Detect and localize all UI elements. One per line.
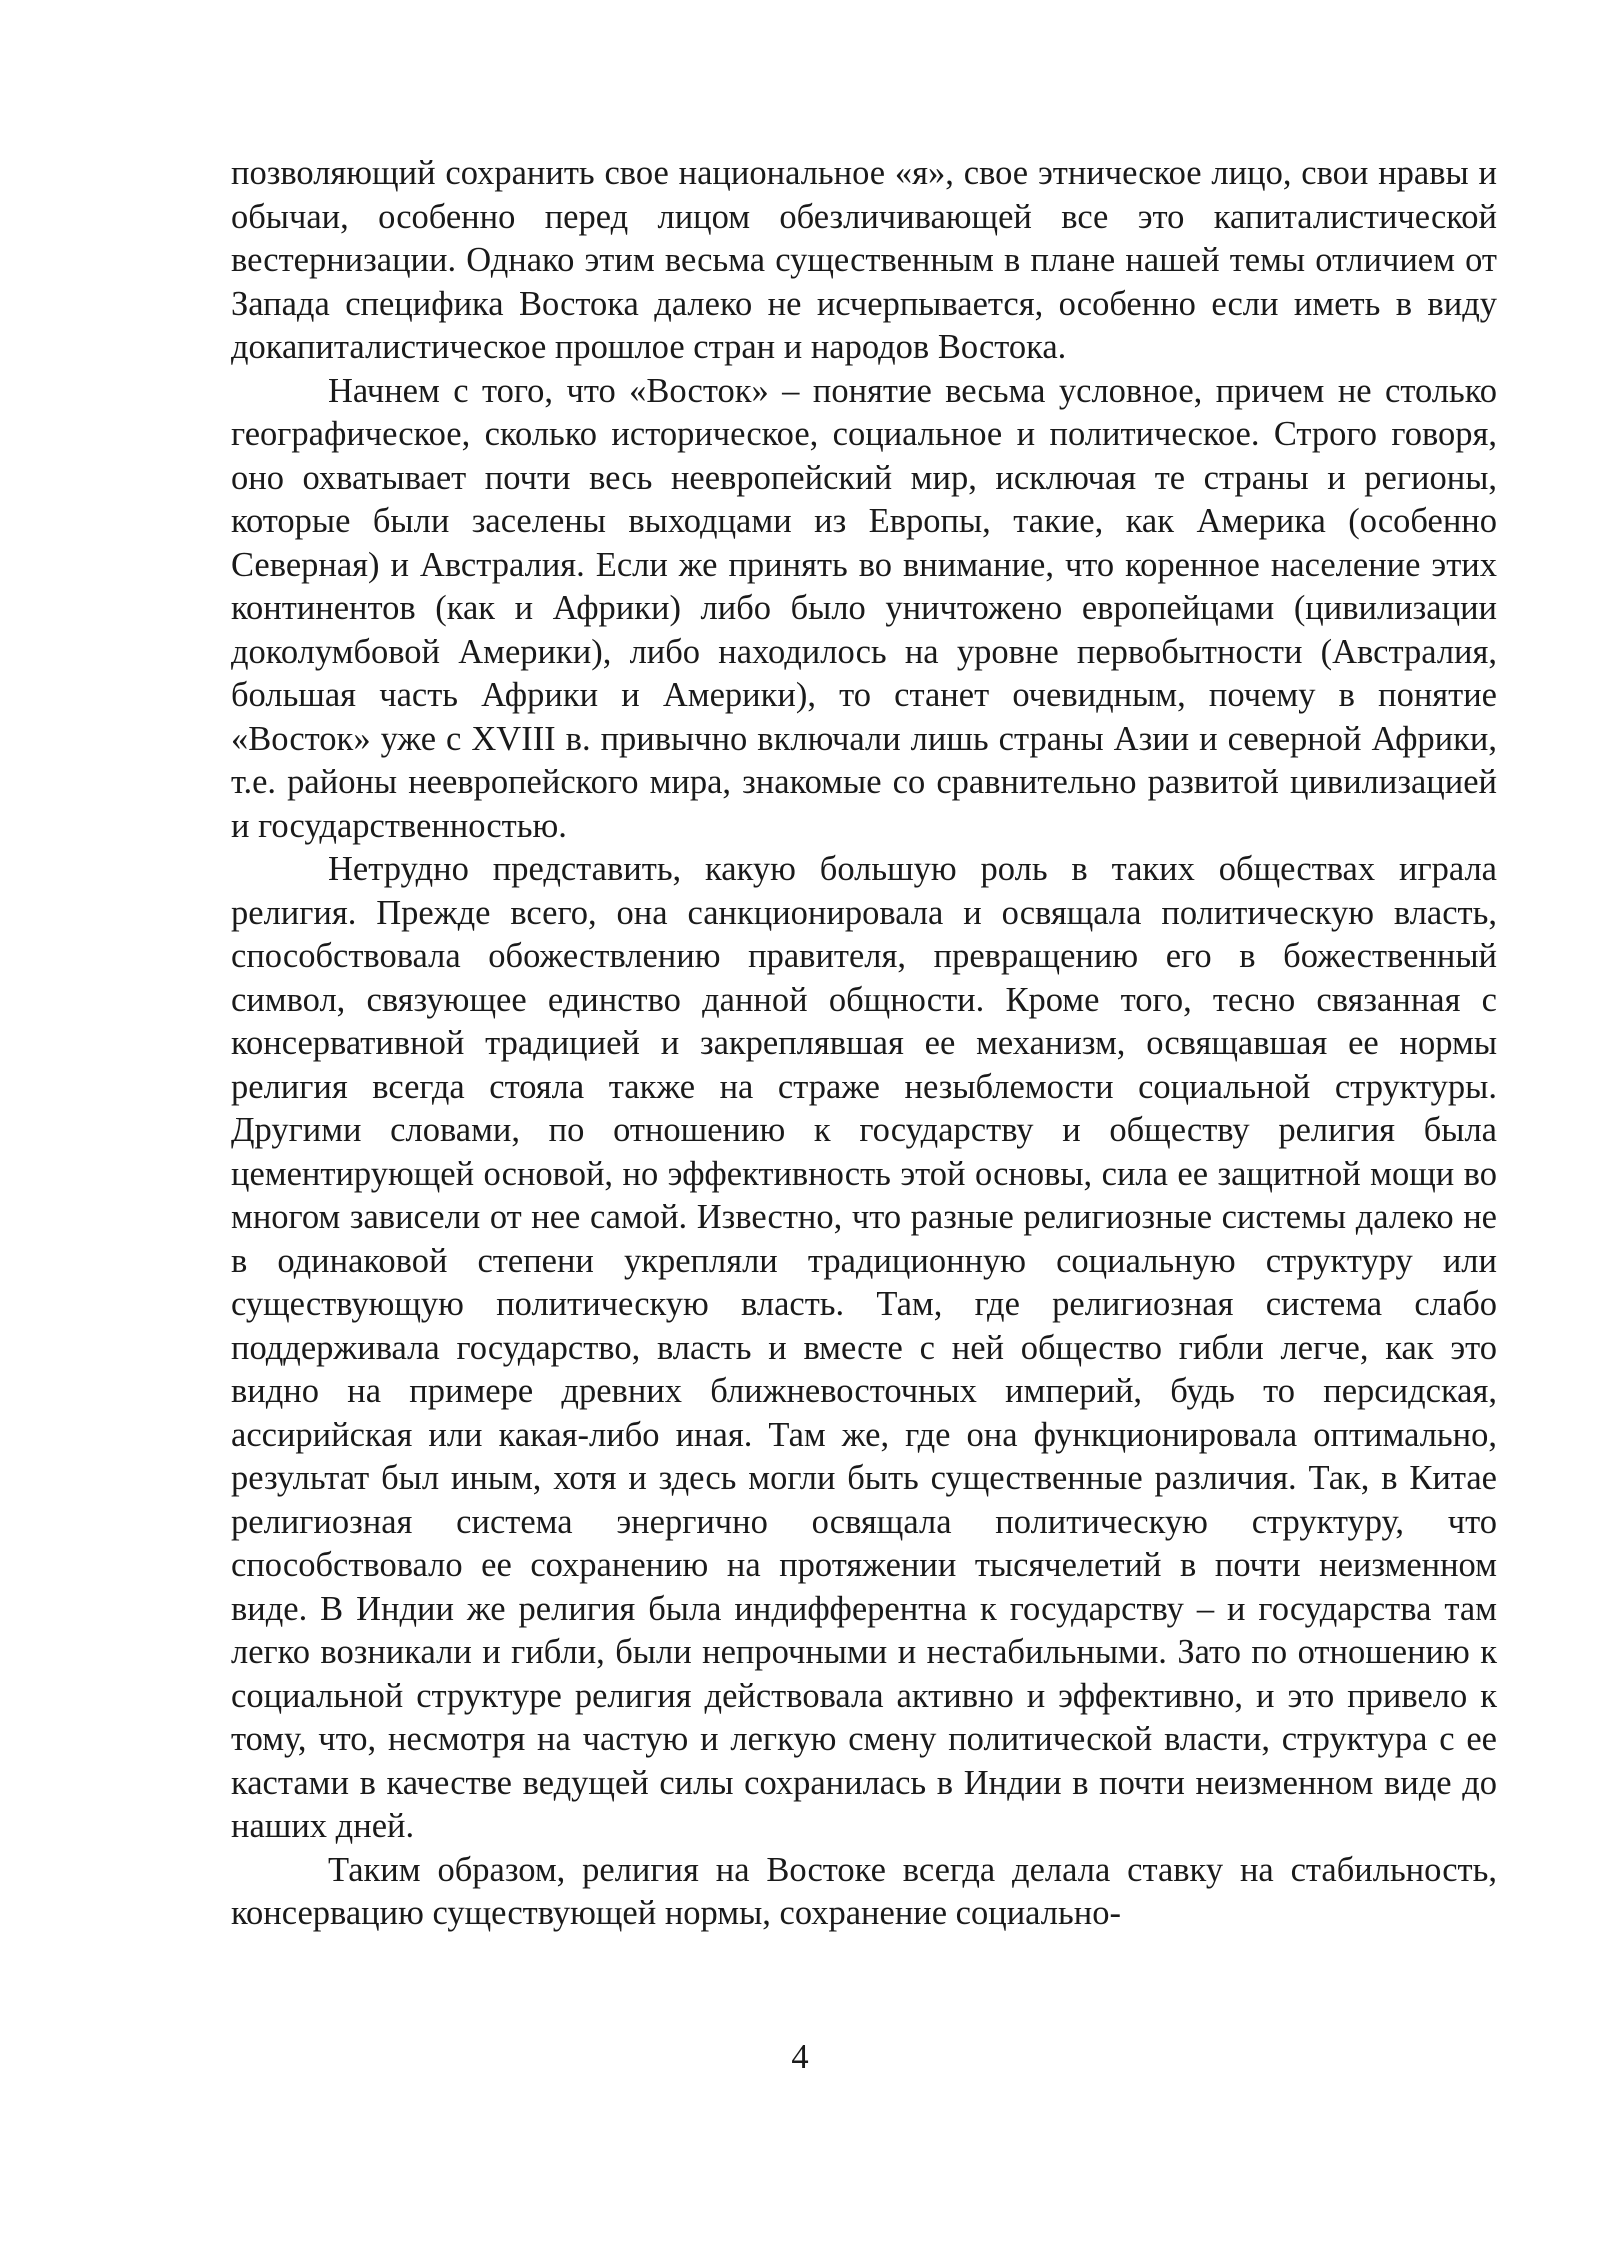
paragraph: Нетрудно представить, какую большую роль в таких обществах играла религия. Прежде всего, она санкционировала и освящала политическую власть, способствовала обожествлению правителя, превращению его в божественный символ, связующее единство данной общности. Кроме того, тесно связанная с консервативной традицией и закреплявшая ее механизм, освящавшая ее нормы религия всегда стояла также на страже незыблемости социальной структуры. Другими словами, по отношению к государству и обществу религия была цементирующей основой, но эффективность этой основы, сила ее защитной мощи во многом зависели от нее самой. Известно, что разные религиозные системы далеко не в одинаковой степени укрепляли традиционную социальную структуру или существующую политическую власть. Там, где религиозная система слабо поддерживала государство, власть и вместе с ней общество гибли легче, как это видно на примере древних ближневосточных империй, будь то персидская, ассирийская или какая-либо иная. Там же, где она функционировала оптимально, результат был иным, хотя и здесь могли быть существенные различия. Так, в Китае религиозная система энергично освящала политическую структуру, что способствовало ее сохранению на протяжении тысячелетий в почти неизменном виде. В Индии же религия была индифферентна к государству – и государства там легко возникали и гибли, были непрочными и нестабильными. Зато по отношению к социальной структуре религия действовала активно и эффективно, и это привело к тому, что, несмотря на частую и легкую смену политической власти, структура с ее кастами в качестве ведущей силы сохранилась в Индии в почти неизменном виде до наших дней.: [231, 850, 1497, 1845]
paragraph: Начнем с того, что «Восток» – понятие весьма условное, причем не столько географическое, сколько историческое, социальное и политическое. Строго говоря, оно охватывает почти весь неевропейский мир, исключая те страны и регионы, которые были заселены выходцами из Европы, такие, как Америка (особенно Северная) и Австралия. Если же принять во внимание, что коренное население этих континентов (как и Африки) либо было уничтожено европейцами (цивилизации доколумбовой Америки), либо находилось на уровне первобытности (Австралия, большая часть Африки и Америки), то станет очевидным, почему в понятие «Восток» уже с XVIII в. привычно включали лишь страны Азии и северной Африки, т.е. районы неевропейского мира, знакомые со сравнительно развитой цивилизацией и государственностью.: [231, 371, 1497, 845]
paragraph: позволяющий сохранить свое национальное «я», свое этническое лицо, свои нравы и обычаи, особенно перед лицом обезличивающей все это капиталистической вестернизации. Однако этим весьма существенным в плане нашей темы отличием от Запада специфика Востока далеко не исчерпывается, особенно если иметь в виду докапиталистическое прошлое стран и народов Востока.: [231, 154, 1497, 366]
body-text: [231, 152, 1497, 1936]
paragraph: Таким образом, религия на Востоке всегда делала ставку на стабильность, консервацию существующей нормы, сохранение социально-: [231, 1850, 1497, 1932]
page-number: 4: [791, 2038, 809, 2076]
